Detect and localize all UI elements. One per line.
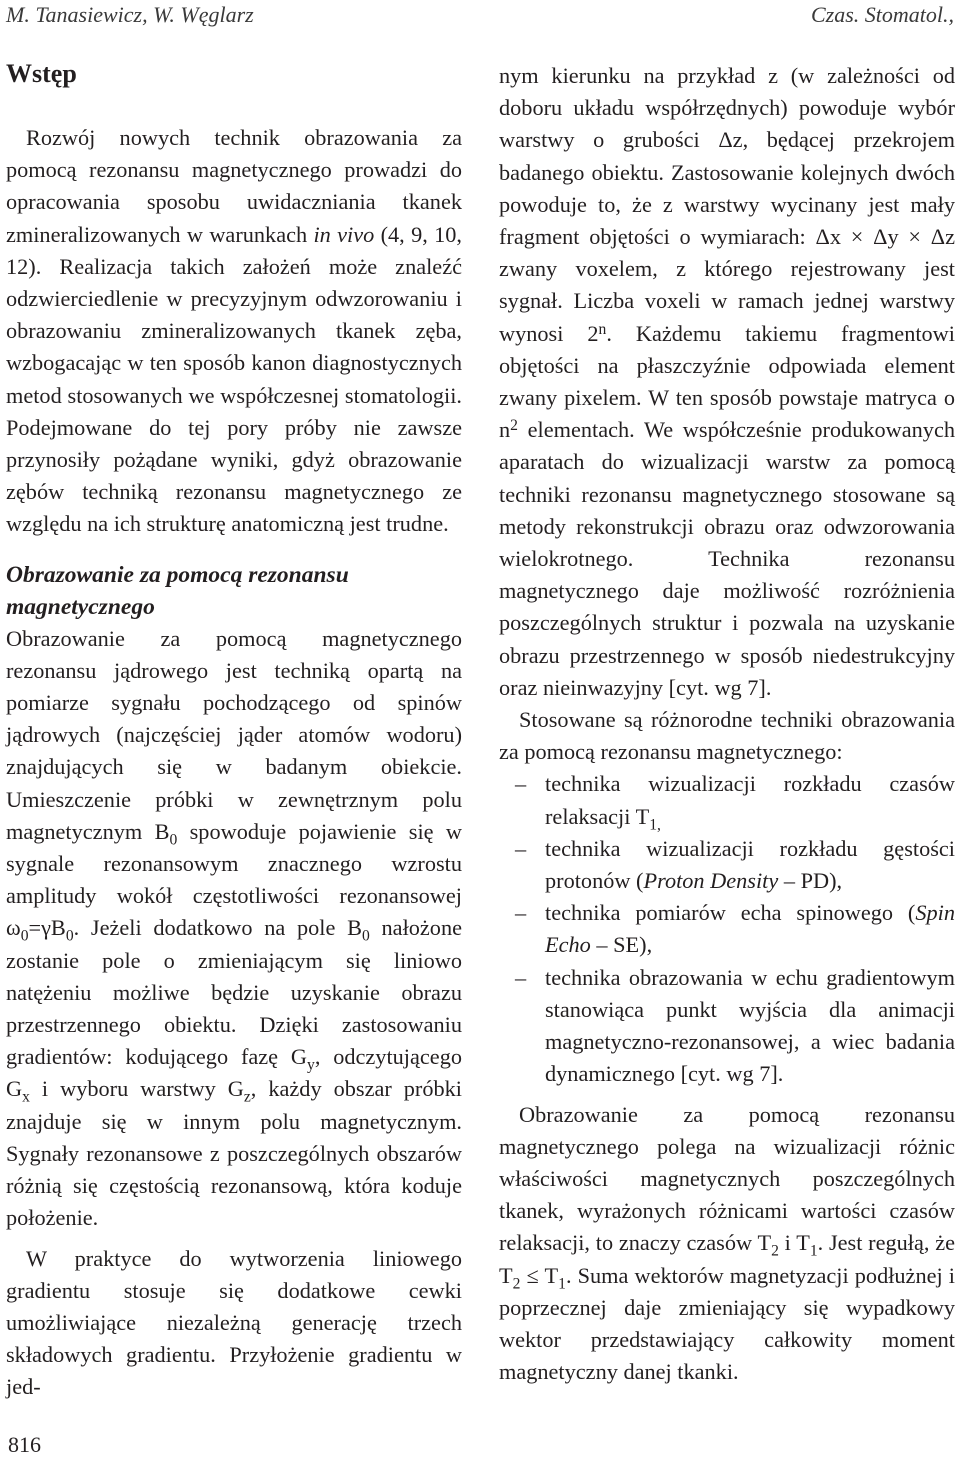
list-item: – technika wizualizacji rozkładu czasów relaksacji $T_{1,}$ [499, 768, 955, 832]
gradient-paragraph: W praktyce do wytworzenia liniowego gradientu stosuje się dodatkowe cewki umożliwiające niezależną generację trzech składowych gradientu. Przyłożenie gradientu w jed- [6, 1245, 462, 1400]
list-item: – technika wizualizacji rozkładu gęstości protonów (Proton Density – PD), [499, 833, 955, 897]
running-header-journal: Czas. Stomatol., [810, 2, 954, 27]
list-item: – technika obrazowania w echu gradientowym stanowiąca punkt wyjścia dla animacji magnetyczno-rezonansowej, a wiec badania dynamicznego [cyt. wg 7]. [499, 962, 955, 1091]
running-header-authors: M. Tanasiewicz, W. Węglarz [6, 2, 254, 27]
intro-paragraph: Rozwój nowych technik obrazowania za pomocą rezonansu magnetycznego prowadzi do opracowania sposobu uwidaczniania tkanek zmineralizowanych w warunkach in vivo (4, 9, 10, 12). Realizacja takich założeń może znaleźć odzwierciedlenie w precyzyjnym odwzorowaniu i obrazowaniu zmineralizowanych tkanek zęba, wzbogacając w ten sposób kanon diagnostycznych metod stosowanych we współczesnej stomatologii. Podejmowane do tej pory próby nie zawsze przynosiły pożądane wyniki, gdyż obrazowanie zębów techniką rezonansu magnetycznego ze względu na ich strukturę anatomiczną jest trudne. [6, 125, 462, 537]
right-column [499, 60, 955, 1388]
page-number: 816 [8, 1432, 41, 1457]
mri-paragraph: Obrazowanie za pomocą magnetycznego rezonansu jądrowego jest techniką opartą na pomiarze sygnału pochodzącego od spinów jądrowych (najczęściej jąder atomów wodoru) znajdujących się w badanym obiekcie. Umieszczenie próbki w zewnętrznym polu magnetycznym $B_0$ spowoduje pojawienie się w sygnale rezonansowym znacznego wzrostu amplitudy wokół częstotliwości rezonansowej $\omega_0=\gamma B_0$. Jeżeli dodatkowo na pole $B_0$ nałożone zostanie pole o zmieniającym się liniowo natężeniu możliwe będzie uzyskanie obrazu przestrzennego obiektu. Dzięki zastosowaniu gradientów: kodującego fazę $G_y$, odczytującego $G_x$ i wyboru warstwy $G_z$, każdy obszar próbki znajduje się w innym polu magnetycznym. Sygnały rezonansowe z poszczególnych obszarów różnią się częstością rezonansową, która koduje położenie. [6, 625, 463, 1231]
techniques-intro-paragraph: Stosowane są różnorodne techniki obrazowania za pomocą rezonansu magnetycznego: [499, 707, 955, 765]
voxel-paragraph: nym kierunku na przykład z (w zależności od doboru układu współrzędnych) powoduje wybór warstwy o grubości Δz, będącej przekrojem badanego obiektu. Zastosowanie kolejnych dwóch powoduje to, że z warstwy wycinany jest mały fragment objętości o wymiarach: Δx × Δy × Δz zwany voxelem, z którego rejestrowany jest sygnał. Liczba voxeli w ramach jednej warstwy wynosi 2$^n$. Każdemu takiemu fragmentowi objętości na płaszczyźnie odpowiada element zwany pixelem. W ten sposób powstaje matryca o $n^2$ elementach. We współcześnie produkowanych aparatach do wizualizacji warstw za pomocą techniki rezonansu magnetycznego stosowane są metody rekonstrukcji obrazu oraz odwzorowania wielokrotnego. Technika rezonansu magnetycznego daje możliwość rozróżnienia poszczególnych struktur i pozwala na uzyskanie obrazu przestrzennego w sposób niedestrukcyjny oraz nieinwazyjny [cyt. wg 7]. [499, 63, 955, 700]
section-heading-introduction: Wstęp [6, 59, 77, 88]
list-item: – technika pomiarów echa spinowego (Spin Echo – SE), [499, 897, 955, 961]
techniques-list [499, 768, 955, 1090]
left-column [6, 58, 462, 1404]
section-heading-mri: Obrazowanie za pomocą rezonansu magnetycznego [6, 561, 349, 620]
relaxation-paragraph: Obrazowanie za pomocą rezonansu magnetycznego polega na wizualizacji różnic właściwości magnetycznych poszczególnych tkanek, wyrażonych różnicami wartości czasów relaksacji, to znaczy czasów $T_2$ i $T_1$. Jest regułą, że $T_2 \le T_1$. Suma wektorów magnetyzacji podłużnej i poprzecznej daje zmieniający się wypadkowy wektor przedstawiający całkowity moment magnetyczny danej tkanki. [499, 1101, 956, 1385]
